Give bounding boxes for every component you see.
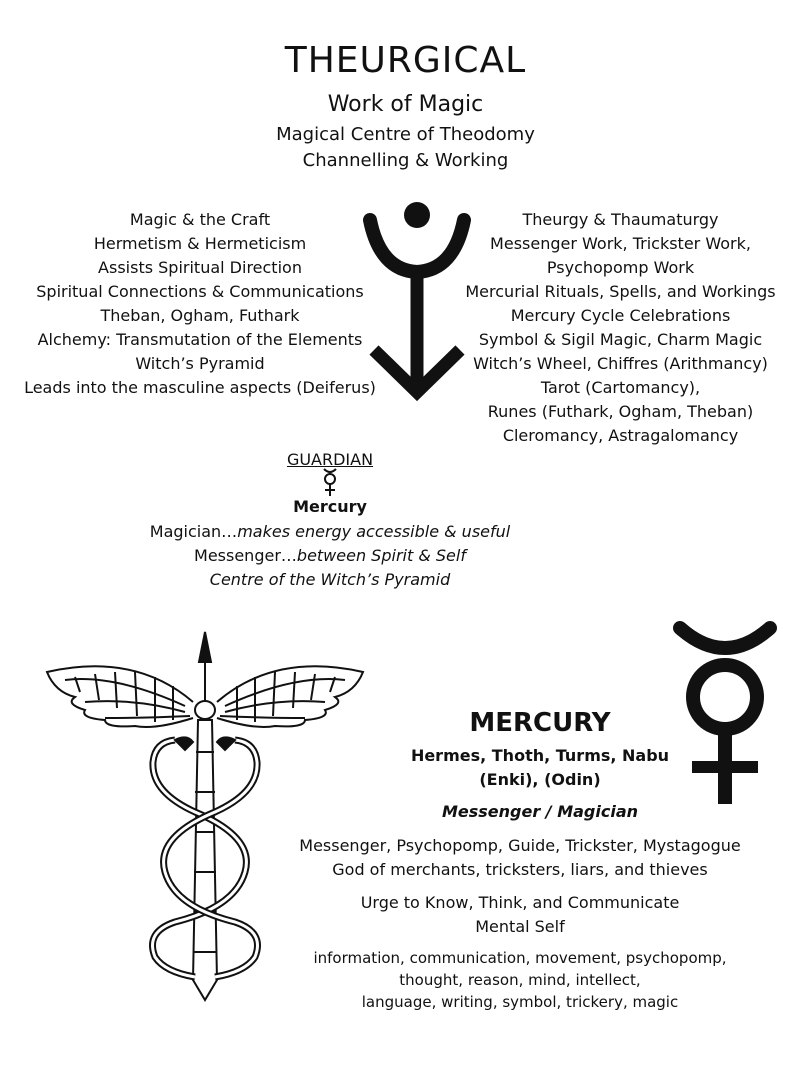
list-item: Cleromancy, Astragalomancy (502, 426, 739, 445)
mercury-urge-2: Mental Self (475, 917, 565, 936)
mercury-keywords-1: information, communication, movement, psychopomp, (313, 949, 727, 967)
list-item: Mercury Cycle Celebrations (510, 306, 731, 325)
list-item: Assists Spiritual Direction (98, 258, 302, 277)
mercury-urge-1: Urge to Know, Think, and Communicate (360, 893, 680, 912)
caduceus-icon (45, 622, 365, 1002)
guardian-line-2-text: between Spirit & Self (296, 546, 466, 565)
list-item: Spiritual Connections & Communications (36, 282, 364, 301)
list-item: Leads into the masculine aspects (Deiferus) (24, 378, 376, 397)
list-item: Hermetism & Hermeticism (93, 234, 307, 253)
header-line-1: Magical Centre of Theodomy (276, 124, 535, 145)
mercury-names-2: (Enki), (Odin) (479, 770, 601, 789)
list-item: Witch’s Wheel, Chiffres (Arithmancy) (473, 354, 768, 373)
mercury-symbol-icon (670, 622, 780, 807)
list-item: Magic & the Craft (129, 210, 271, 229)
right-topic-list (430, 208, 811, 448)
mercury-desc-2: God of merchants, tricksters, liars, and thieves (332, 860, 708, 879)
left-topic-list (0, 208, 400, 400)
list-item: Symbol & Sigil Magic, Charm Magic (478, 330, 763, 349)
guardian-line-2 (0, 546, 660, 565)
page-title: THEURGICAL (284, 40, 527, 81)
list-item: Tarot (Cartomancy), (540, 378, 701, 397)
header-line-2: Channelling & Working (302, 150, 509, 171)
page-subtitle: Work of Magic (327, 92, 484, 117)
guardian-line-1 (0, 522, 660, 541)
mercury-keywords-3: language, writing, symbol, trickery, magic (361, 993, 679, 1011)
mercury-symbol-icon (320, 468, 340, 498)
list-item: Runes (Futhark, Ogham, Theban) (487, 402, 754, 421)
list-item: Theurgy & Thaumaturgy (522, 210, 719, 229)
mercury-keywords-2: thought, reason, mind, intellect, (399, 971, 641, 989)
mercury-names-1: Hermes, Thoth, Turms, Nabu (410, 746, 670, 765)
guardian-line-1-text: makes energy accessible & useful (237, 522, 511, 541)
guardian-line-3: Centre of the Witch’s Pyramid (209, 570, 451, 589)
mercury-title: MERCURY (469, 708, 611, 738)
guardian-name: Mercury (293, 497, 367, 516)
list-item: Psychopomp Work (546, 258, 695, 277)
guardian-heading: GUARDIAN (286, 450, 374, 469)
list-item: Alchemy: Transmutation of the Elements (37, 330, 363, 349)
list-item: Messenger Work, Trickster Work, (490, 234, 751, 253)
mercury-role: Messenger / Magician (441, 802, 639, 821)
mercury-desc-1: Messenger, Psychopomp, Guide, Trickster, Mystagogue (299, 836, 741, 855)
list-item: Mercurial Rituals, Spells, and Workings (465, 282, 776, 301)
list-item: Witch’s Pyramid (135, 354, 265, 373)
guardian-line-2-label: Messenger… (194, 546, 297, 565)
list-item: Theban, Ogham, Futhark (100, 306, 300, 325)
guardian-line-1-label: Magician… (149, 522, 238, 541)
